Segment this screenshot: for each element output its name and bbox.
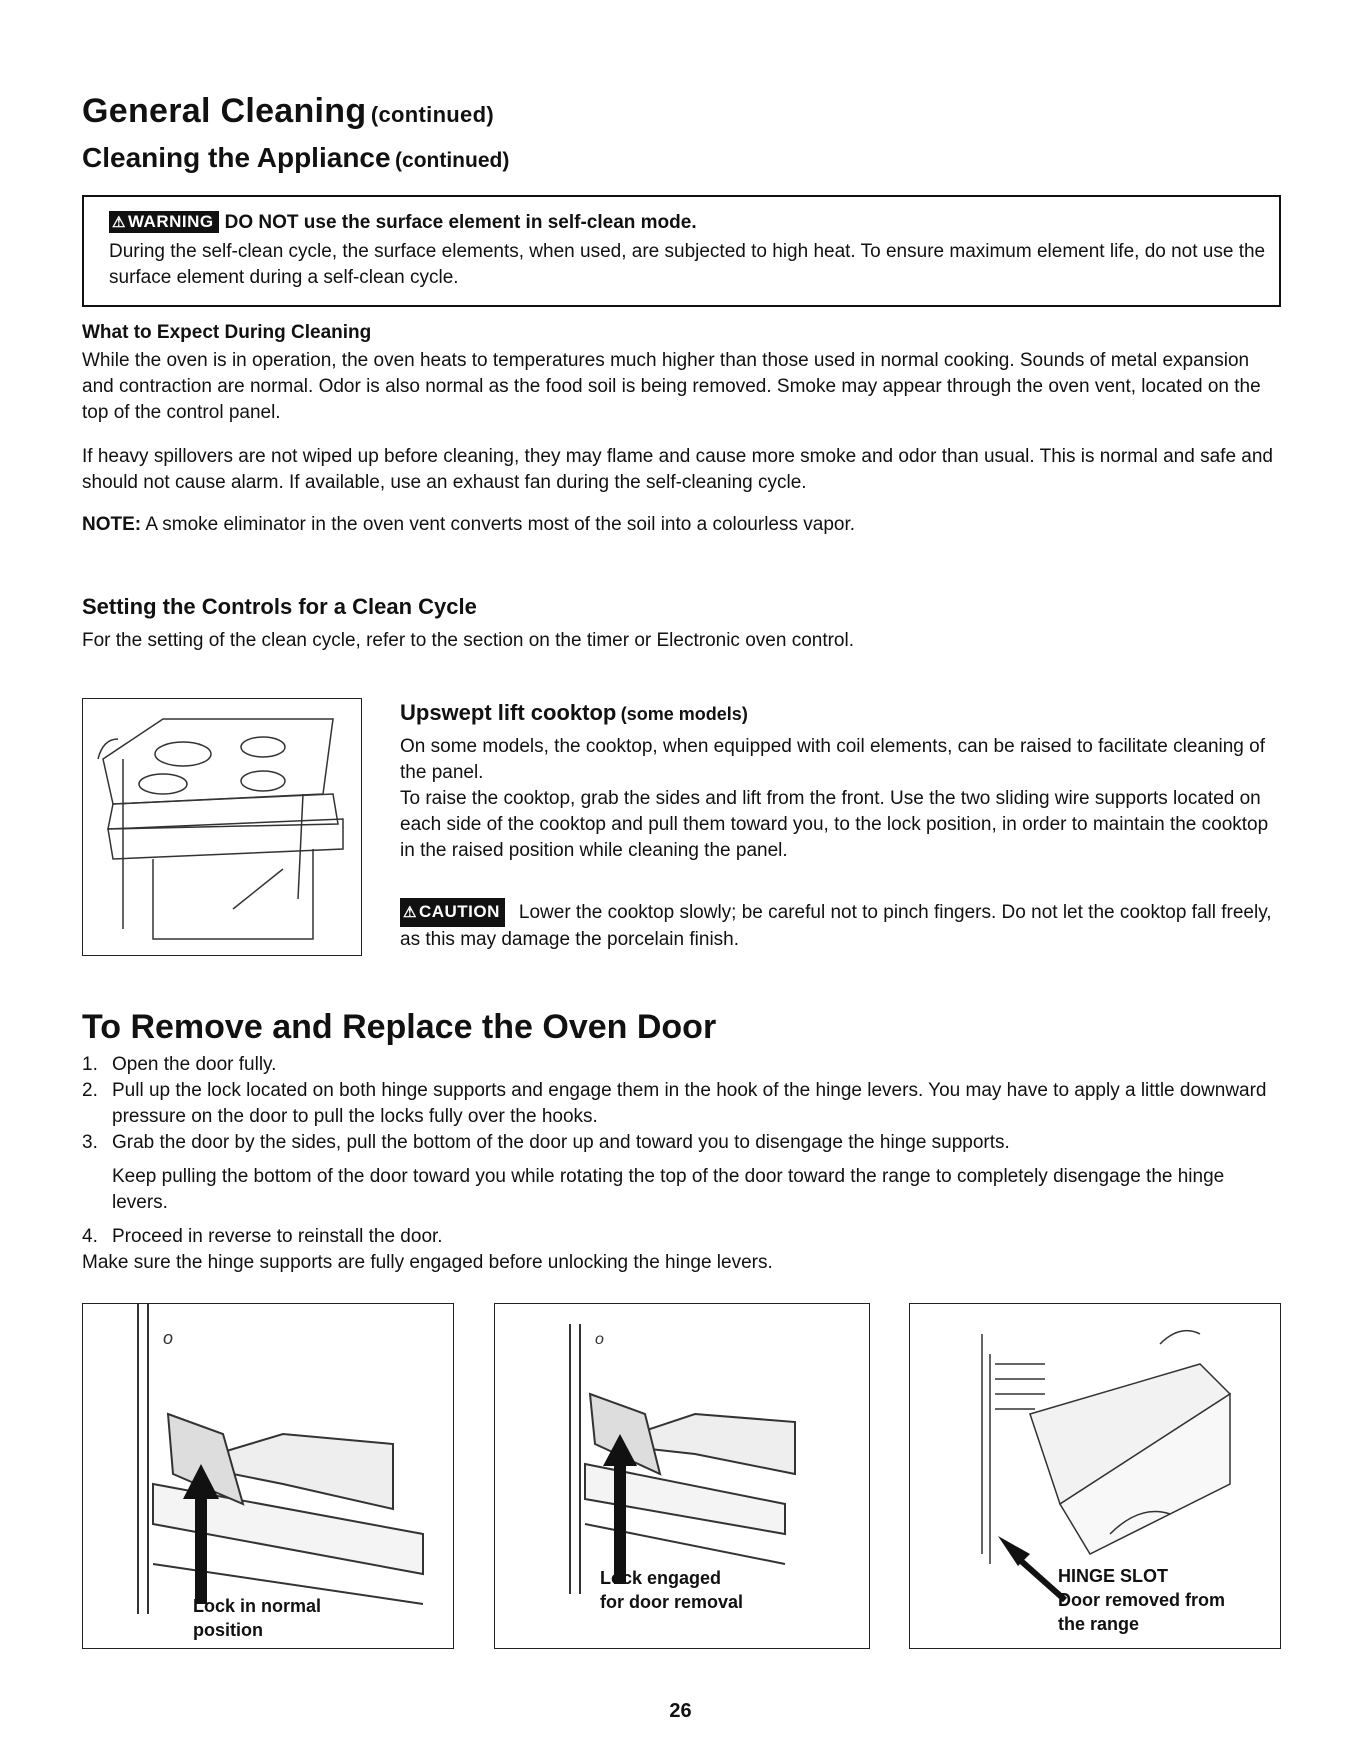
fig1-caption: Lock in normal position bbox=[193, 1596, 322, 1640]
subtitle-suffix: (continued) bbox=[395, 149, 510, 172]
caution-badge: ⚠ CAUTION bbox=[400, 898, 505, 927]
door-steps bbox=[82, 1052, 1282, 1276]
figure-lock-normal bbox=[82, 1303, 454, 1649]
note-label: NOTE: bbox=[82, 514, 142, 535]
door-step: 2. Pull up the lock located on both hinge supports and engage them in the hook of the hinge levers. You may have to apply a little downward pressure on the door to pull the locks fully over the hooks. bbox=[82, 1080, 1267, 1127]
upswept-heading-line bbox=[400, 700, 748, 726]
upswept-paragraph-1: On some models, the cooktop, when equipped with coil elements, can be raised to facilitate cleaning of the panel. bbox=[400, 736, 1266, 783]
raised-cooktop-drawing bbox=[83, 699, 361, 955]
warning-triangle-icon: ⚠ bbox=[112, 214, 126, 231]
page-number: 26 bbox=[669, 1700, 692, 1722]
door-step-3-continued: Keep pulling the bottom of the door toward you while rotating the top of the door toward the range to completely disengage the hinge levers. bbox=[112, 1166, 1225, 1213]
caution-text: Lower the cooktop slowly; be careful not to pinch fingers. Do not let the cooktop fall freely, as this may damage the porcelain finish. bbox=[400, 902, 1272, 950]
expect-paragraph-2: If heavy spillovers are not wiped up before cleaning, they may flame and cause more smoke and odor than usual. This is normal and safe and should not cause alarm. If available, use an exhaust fan during the self-cleaning cycle. bbox=[82, 446, 1273, 493]
fig2-mark: o bbox=[595, 1331, 604, 1348]
page-title bbox=[82, 92, 494, 131]
hinge-slot-label: HINGE SLOT bbox=[1058, 1566, 1169, 1586]
upswept-heading-suffix: (some models) bbox=[620, 704, 748, 724]
controls-heading: Setting the Controls for a Clean Cycle bbox=[82, 594, 477, 619]
title-suffix: (continued) bbox=[370, 102, 494, 127]
fig3-caption: HINGE SLOT Door removed from the range bbox=[1058, 1566, 1226, 1634]
cooktop-illustration bbox=[82, 698, 362, 956]
door-final-note: Make sure the hinge supports are fully engaged before unlocking the hinge levers. bbox=[82, 1252, 773, 1273]
fig2-caption: Lock engaged for door removal bbox=[600, 1568, 744, 1612]
warning-badge: ⚠ WARNING bbox=[109, 211, 219, 233]
warning-box bbox=[82, 195, 1281, 307]
door-heading: To Remove and Replace the Oven Door bbox=[82, 1008, 717, 1046]
note-text: A smoke eliminator in the oven vent converts most of the soil into a colourless vapor. bbox=[141, 514, 856, 535]
door-step: 3. Grab the door by the sides, pull the bottom of the door up and toward you to disengage the hinge supports. bbox=[82, 1132, 1010, 1153]
expect-note bbox=[82, 512, 1282, 538]
title-main: General Cleaning bbox=[82, 92, 367, 130]
expect-heading: What to Expect During Cleaning bbox=[82, 322, 372, 343]
expect-paragraph-1: While the oven is in operation, the oven heats to temperatures much higher than those used in normal cooking. Sounds of metal expansion and contraction are normal. Odor is also normal as the food soil is being removed. Smoke may appear through the oven vent, located on the top of the control panel. bbox=[82, 350, 1261, 423]
caution-triangle-icon: ⚠ bbox=[403, 904, 417, 921]
page-subtitle bbox=[82, 142, 509, 174]
figure-lock-engaged bbox=[494, 1303, 870, 1649]
upswept-paragraph-2: To raise the cooktop, grab the sides and lift from the front. Use the two sliding wire supports located on each side of the cooktop and pull them toward you, to the lock position, in order to maintain the cooktop in the raised position while cleaning the panel. bbox=[400, 788, 1269, 861]
caution-block bbox=[400, 898, 1280, 953]
upswept-heading: Upswept lift cooktop bbox=[400, 700, 617, 725]
warning-heading-line bbox=[109, 211, 697, 234]
door-step: 4. Proceed in reverse to reinstall the door. bbox=[82, 1226, 443, 1247]
warning-heading: DO NOT use the surface element in self-clean mode. bbox=[224, 212, 697, 233]
figure-door-removed bbox=[909, 1303, 1281, 1649]
door-step: 1. Open the door fully. bbox=[82, 1054, 277, 1075]
fig1-mark: o bbox=[163, 1328, 174, 1348]
subtitle-main: Cleaning the Appliance bbox=[82, 142, 391, 173]
warning-text: During the self-clean cycle, the surface elements, when used, are subjected to high heat. To ensure maximum element life, do not use the surface element during a self-clean cycle. bbox=[109, 241, 1266, 288]
controls-text: For the setting of the clean cycle, refer to the section on the timer or Electronic oven control. bbox=[82, 630, 854, 651]
